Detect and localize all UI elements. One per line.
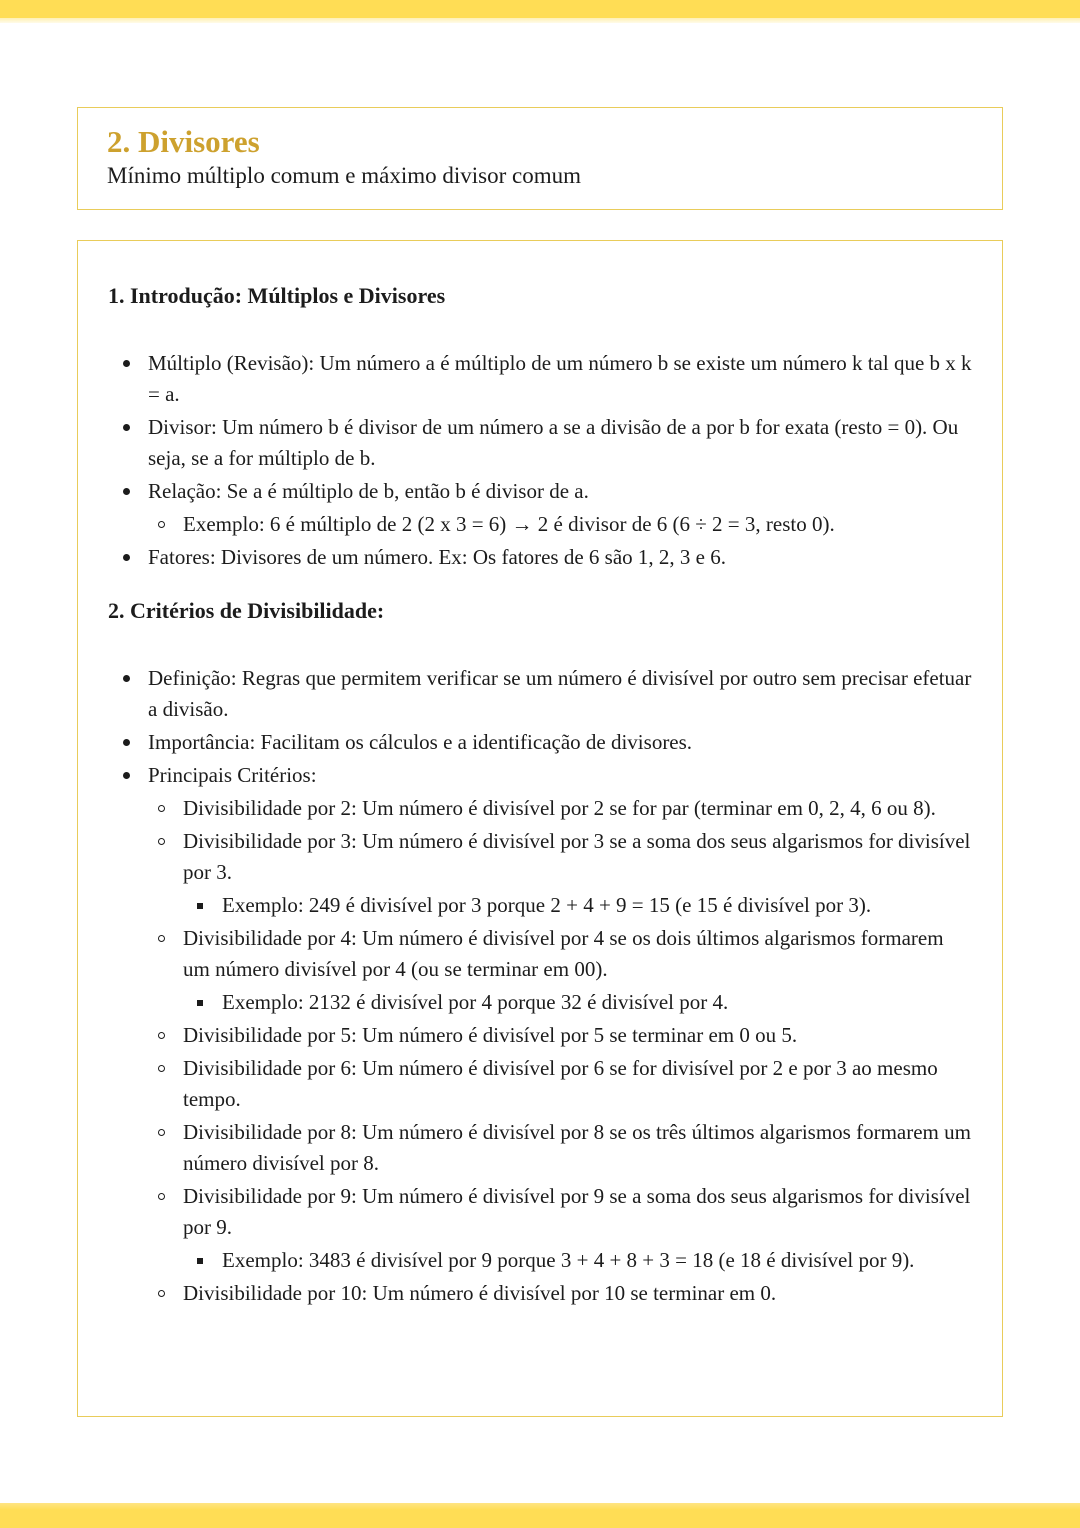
list-item: [108, 890, 974, 921]
list-item-text: Múltiplo (Revisão): Um número a é múltiplo de um número b se existe um número k tal que b x k = a.: [148, 351, 972, 406]
list-item: [108, 727, 974, 758]
list-item-text: Divisibilidade por 9: Um número é divisível por 9 se a soma dos seus algarismos for divisível por 9.: [183, 1184, 971, 1239]
list-item-text: Exemplo: 249 é divisível por 3 porque 2 + 4 + 9 = 15 (e 15 é divisível por 3).: [222, 893, 872, 917]
list-item: [108, 987, 974, 1018]
list-item-text: Divisibilidade por 6: Um número é divisível por 6 se for divisível por 2 e por 3 ao mesmo tempo.: [183, 1056, 938, 1111]
list-item: [108, 793, 974, 824]
bullet-disc-icon: [123, 675, 130, 682]
section-heading: 2. Critérios de Divisibilidade:: [108, 598, 385, 623]
bullet-square-icon: [197, 1000, 203, 1006]
list-item-text: Divisibilidade por 4: Um número é divisível por 4 se os dois últimos algarismos formarem um número divisível por 4 (ou se terminar em 00).: [183, 926, 944, 981]
section-introducao: [108, 280, 974, 573]
bullet-disc-icon: [123, 488, 130, 495]
bullet-square-icon: [197, 903, 203, 909]
page-subtitle: Mínimo múltiplo comum e máximo divisor comum: [107, 163, 582, 188]
list-item: [108, 542, 974, 573]
list-item-text: Divisibilidade por 2: Um número é divisível por 2 se for par (terminar em 0, 2, 4, 6 ou 8).: [183, 796, 936, 820]
bullet-list: [108, 348, 974, 573]
bullet-disc-icon: [123, 424, 130, 431]
bullet-circle-icon: [158, 805, 165, 812]
bullet-square-icon: [197, 1258, 203, 1264]
list-item-text: Principais Critérios:: [148, 763, 317, 787]
bullet-circle-icon: [158, 521, 165, 528]
list-item-text: Definição: Regras que permitem verificar se um número é divisível por outro sem precisar efetuar a divisão.: [148, 666, 972, 721]
bullet-circle-icon: [158, 1129, 165, 1136]
list-item: [108, 348, 974, 410]
list-item: [108, 1278, 974, 1309]
list-item: [108, 663, 974, 725]
list-item: [108, 923, 974, 985]
title-card: [77, 107, 1003, 210]
bottom-accent-bar: [0, 1503, 1080, 1528]
bullet-disc-icon: [123, 739, 130, 746]
bullet-list: [108, 663, 974, 1309]
list-item: [108, 1117, 974, 1179]
page-title: 2. Divisores: [107, 124, 260, 159]
list-item: [108, 1020, 974, 1051]
content-card: [77, 240, 1003, 1417]
list-item-text: Divisibilidade por 5: Um número é divisível por 5 se terminar em 0 ou 5.: [183, 1023, 798, 1047]
list-item: [108, 476, 974, 507]
list-item-text: Divisibilidade por 10: Um número é divisível por 10 se terminar em 0.: [183, 1281, 777, 1305]
list-item: [108, 1181, 974, 1243]
list-item-text: Exemplo: 3483 é divisível por 9 porque 3 + 4 + 8 + 3 = 18 (e 18 é divisível por 9).: [222, 1248, 915, 1272]
list-item-text: Exemplo: 6 é múltiplo de 2 (2 x 3 = 6) → 2 é divisor de 6 (6 ÷ 2 = 3, resto 0).: [183, 512, 835, 536]
list-item: [108, 509, 974, 540]
bullet-circle-icon: [158, 935, 165, 942]
bullet-circle-icon: [158, 1065, 165, 1072]
bullet-disc-icon: [123, 554, 130, 561]
list-item-text: Importância: Facilitam os cálculos e a identificação de divisores.: [148, 730, 693, 754]
list-item-text: Exemplo: 2132 é divisível por 4 porque 32 é divisível por 4.: [222, 990, 729, 1014]
list-item-text: Fatores: Divisores de um número. Ex: Os fatores de 6 são 1, 2, 3 e 6.: [148, 545, 726, 569]
list-item-text: Divisibilidade por 3: Um número é divisível por 3 se a soma dos seus algarismos for divisível por 3.: [183, 829, 971, 884]
list-item: [108, 412, 974, 474]
list-item-text: Divisor: Um número b é divisor de um número a se a divisão de a por b for exata (resto = 0). Ou seja, se a for múltiplo de b.: [148, 415, 959, 470]
top-accent-bar: [0, 0, 1080, 23]
bullet-circle-icon: [158, 838, 165, 845]
bullet-disc-icon: [123, 360, 130, 367]
list-item: [108, 1053, 974, 1115]
bullet-circle-icon: [158, 1032, 165, 1039]
bullet-circle-icon: [158, 1193, 165, 1200]
section-criterios: [108, 595, 974, 1309]
bullet-circle-icon: [158, 1290, 165, 1297]
section-heading: 1. Introdução: Múltiplos e Divisores: [108, 283, 446, 308]
bullet-disc-icon: [123, 772, 130, 779]
list-item: [108, 760, 974, 791]
list-item-text: Divisibilidade por 8: Um número é divisível por 8 se os três últimos algarismos formarem um número divisível por 8.: [183, 1120, 971, 1175]
list-item: [108, 826, 974, 888]
list-item: [108, 1245, 974, 1276]
list-item-text: Relação: Se a é múltiplo de b, então b é divisor de a.: [148, 479, 589, 503]
